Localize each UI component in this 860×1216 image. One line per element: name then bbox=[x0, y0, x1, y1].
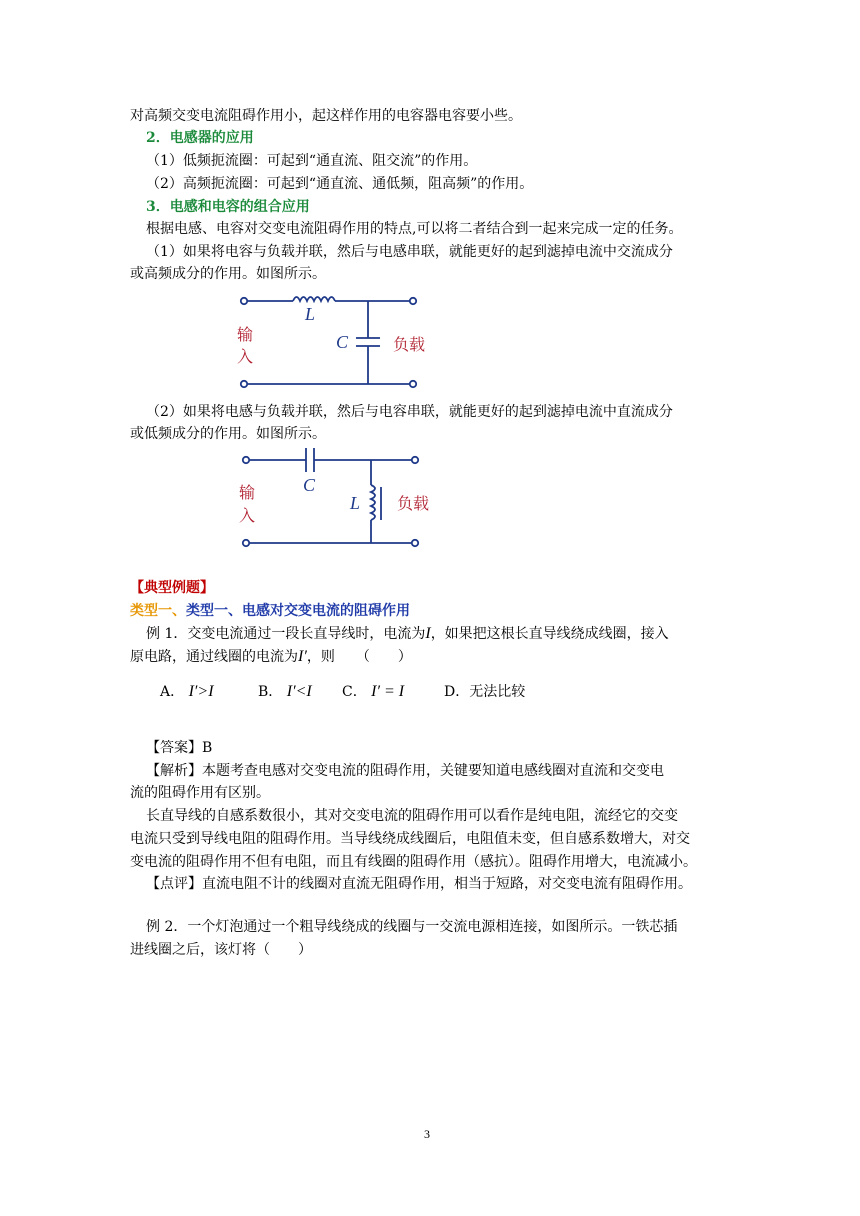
inductor-label: L bbox=[350, 493, 361, 513]
option-d: D．无法比较 bbox=[444, 684, 526, 700]
paragraph-text: 或高频成分的作用。如图所示。 bbox=[130, 266, 326, 282]
capacitor-label: C bbox=[303, 475, 316, 495]
text-span: ，如果把这根长直导线绕成线圈，接入 bbox=[430, 626, 669, 642]
section-title: 【典型例题】 bbox=[130, 580, 214, 596]
analysis-text: 流的阻碍作用有区别。 bbox=[130, 785, 270, 801]
type-heading-label: 类型一、 bbox=[130, 603, 186, 619]
analysis-text: 长直导线的自感系数很小，其对交变电流的阻碍作用可以看作是纯电阻，流经它的交变 bbox=[146, 808, 678, 824]
paragraph-text: 或低频成分的作用。如图所示。 bbox=[130, 426, 326, 442]
input-label-2: 入 bbox=[237, 347, 254, 366]
capacitor-label: C bbox=[336, 332, 349, 352]
input-label-1: 输 bbox=[237, 325, 254, 344]
option-value: I′<I bbox=[286, 683, 312, 700]
lc-filter-circuit-2 bbox=[225, 447, 440, 550]
analysis-text: 【解析】本题考查电感对交变电流的阻碍作用，关键要知道电感线圈对直流和交变电 bbox=[146, 763, 664, 779]
lc-filter-circuit-1 bbox=[225, 290, 440, 390]
example-2-line-1: 例 2．一个灯泡通过一个粗导线绕成的线圈与一交流电源相连接，如图所示。一铁芯插 bbox=[146, 919, 678, 935]
example-1-line-1 bbox=[146, 624, 669, 644]
input-label-2: 入 bbox=[239, 506, 256, 525]
example-1-line-2 bbox=[130, 647, 412, 667]
text-span: 例 1．交变电流通过一段长直导线时，电流为 bbox=[146, 626, 426, 642]
comment: 【点评】直流电阻不计的线圈对直流无阻碍作用，相当于短路，对交变电流有阻碍作用。 bbox=[146, 876, 692, 892]
heading-inductor-application: 2．电感器的应用 bbox=[146, 130, 254, 146]
load-label: 负载 bbox=[397, 494, 430, 513]
option-value: I′ = I bbox=[371, 683, 405, 700]
heading-combination-application: 3．电感和电容的组合应用 bbox=[146, 199, 310, 215]
text-span: 原电路，通过线圈的电流为 bbox=[130, 649, 298, 665]
input-label-1: 输 bbox=[239, 483, 256, 502]
inductor-label: L bbox=[305, 304, 316, 324]
paragraph-text: （1）低频扼流圈：可起到“通直流、阻交流”的作用。 bbox=[146, 153, 478, 169]
option-c bbox=[342, 682, 404, 702]
option-label: B． bbox=[258, 684, 283, 700]
analysis-text: 电流只受到导线电阻的阻碍作用。当导线绕成线圈后，电阻值未变，但自感系数增大，对交 bbox=[130, 831, 690, 847]
paragraph-text: 根据电感、电容对交变电流阻碍作用的特点,可以将二者结合到一起来完成一定的任务。 bbox=[146, 221, 683, 237]
type-heading bbox=[130, 601, 410, 621]
answer: 【答案】B bbox=[146, 740, 213, 756]
option-b bbox=[258, 682, 312, 702]
math-symbol: I bbox=[425, 625, 431, 642]
type-heading-text: 类型一、电感对交变电流的阻碍作用 bbox=[186, 603, 410, 619]
option-a bbox=[160, 682, 214, 702]
page-number: 3 bbox=[424, 1127, 430, 1141]
paragraph-text: （2）如果将电感与负载并联，然后与电容串联，就能更好的起到滤掉电流中直流成分 bbox=[146, 404, 673, 420]
option-label: C． bbox=[342, 684, 367, 700]
paragraph-text: （2）高频扼流圈：可起到“通直流、通低频，阻高频”的作用。 bbox=[146, 176, 534, 192]
paragraph-text: 对高频交变电流阻碍作用小，起这样作用的电容器电容要小些。 bbox=[130, 108, 522, 124]
option-label: A． bbox=[160, 684, 185, 700]
math-symbol: I′ bbox=[298, 648, 307, 665]
text-span: ，则 （ ） bbox=[306, 649, 412, 665]
analysis-text: 变电流的阻碍作用不但有电阻，而且有线圈的阻碍作用（感抗）。阻碍作用增大，电流减小。 bbox=[130, 854, 697, 870]
paragraph-text: （1）如果将电容与负载并联，然后与电感串联，就能更好的起到滤掉电流中交流成分 bbox=[146, 244, 673, 260]
load-label: 负载 bbox=[393, 335, 426, 354]
option-value: I′>I bbox=[188, 683, 214, 700]
example-2-line-2: 进线圈之后，该灯将（ ） bbox=[130, 942, 312, 958]
